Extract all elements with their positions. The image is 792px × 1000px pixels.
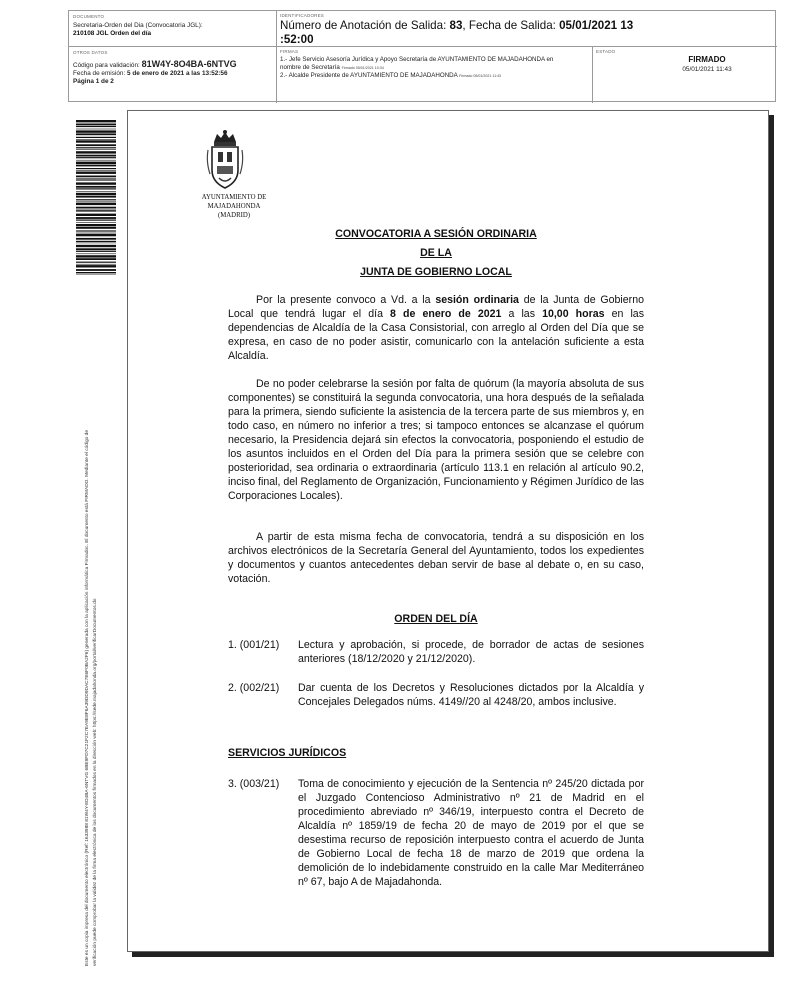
anotacion-mid: , Fecha de Salida: <box>462 19 560 32</box>
agenda-item <box>228 638 644 666</box>
codigo-label: Código para validación: <box>73 62 142 69</box>
firmas-label: FIRMAS <box>280 49 299 54</box>
title-line2: DE LA <box>420 247 452 259</box>
firma-1-sign: Firmado 05/01/2021 10:34 <box>341 66 384 70</box>
estado-label: ESTADO <box>596 49 616 54</box>
municipality-line1: AYUNTAMIENTO DE <box>201 194 267 201</box>
emision-label: Fecha de emisión: <box>73 70 127 77</box>
paragraph-quorum: De no poder celebrarse la sesión por falta de quórum (la mayoría absoluta de sus componentes) se constituirá la segunda convocatoria, una hora después de la señalada para la primera, siendo suficiente la asistencia de la tercera parte de sus miembros y, en todo caso, en número no inferior a tres; si tampoco entonces se alcanzase el quórum necesario, la Presidencia dejará sin efectos la convocatoria, posponiendo el estudio de los asuntos incluidos en el Orden del Día para la primera sesión que se celebre con posterioridad, sea ordinaria o extraordinaria (artículo 113.1 en relación al artículo 90.2, inciso final, del Reglamento de Organización, Funcionamiento y Régimen Jurídico de las Corporaciones Locales). <box>228 378 644 502</box>
servicios-juridicos-title: SERVICIOS JURÍDICOS <box>228 747 347 759</box>
documento-line2: 210108 JGL Orden del día <box>73 30 152 37</box>
firma-1-b: nombre de Secretaría <box>280 64 340 71</box>
title-line3: JUNTA DE GOBIERNO LOCAL <box>360 266 512 278</box>
municipality-line2: MAJADAHONDA <box>207 202 261 210</box>
page-shadow-bottom <box>132 952 774 957</box>
documento-cell <box>69 11 277 47</box>
p1-b1: sesión ordinaria <box>435 294 519 306</box>
anotacion-number: 83 <box>449 19 463 32</box>
page-shadow-right <box>769 115 774 957</box>
documento-label: DOCUMENTO <box>73 14 105 19</box>
otros-datos-cell <box>69 47 277 103</box>
agenda-item-number: 3. (003/21) <box>228 778 280 790</box>
firmas-cell <box>277 47 593 103</box>
firma-2 <box>280 72 589 80</box>
fecha-emision <box>73 70 272 78</box>
agenda-item-text: Lectura y aprobación, si procede, de borrador de actas de sesiones anteriores (18/12/2020 y 21/12/2020). <box>298 639 644 665</box>
paragraph-convocatoria <box>228 293 644 363</box>
anotacion-date: 05/01/2021 13 <box>559 19 634 32</box>
side-text-line1: Este es un copia impresa del documento electrónico (Ref: 1633988 81W4Y-8O4BA-6NTVG 6BE9FD7C21F2C7EA9E8F6A39DD9DAC7E6F0BA2F6) generada con la aplicación informática Firmadoc. El documento está FIRMADO. Mediante el código de <box>85 429 90 966</box>
firma-1-cont <box>280 64 589 72</box>
p1-t3: a las <box>501 308 543 320</box>
pagina-value: Página 1 de 2 <box>73 78 114 85</box>
estado-date: 05/01/2021 11:43 <box>682 66 732 73</box>
firma-2-sign: Firmado 05/01/2021 11:43 <box>459 74 502 78</box>
documento-line1: Secretaria-Orden del Dia (Convocatoria JGL): <box>73 22 203 29</box>
coat-of-arms-icon <box>206 128 244 192</box>
estado-cell <box>593 47 777 103</box>
codigo-value[interactable]: 81W4Y-8O4BA-6NTVG <box>141 59 237 69</box>
title-line1: CONVOCATORIA A SESIÓN ORDINARIA <box>335 228 537 240</box>
identificadores-cell <box>277 11 777 47</box>
anotacion-salida <box>280 19 774 47</box>
verification-side-text <box>84 290 100 966</box>
p1-b2: 8 de enero de 2021 <box>390 308 502 320</box>
paragraph-disposicion: A partir de esta misma fecha de convocatoria, tendrá a su disposición en los archivos electrónicos de la Secretaría General del Ayuntamiento, todos los expedientes y documentos y cuantos antecedentes deban servir de base al debate o, en su caso, votación. <box>228 531 644 585</box>
codigo-validacion <box>73 60 272 70</box>
identificadores-label: IDENTIFICADORES <box>280 13 325 18</box>
agenda-item-number: 1. (001/21) <box>228 639 280 651</box>
anotacion-prefix: Número de Anotación de Salida: <box>280 19 450 32</box>
agenda-item <box>228 681 644 709</box>
p1-b3: 10,00 horas <box>542 308 605 320</box>
document-header-table <box>68 10 776 102</box>
agenda-item-text: Dar cuenta de los Decretos y Resoluciones dictados por la Alcaldía y Concejales Delegados núms. 4149//20 al 4248/20, ambos inclusive. <box>298 682 644 708</box>
p1-t2: de la Junta de Gobierno Local que tendrá lugar el día <box>228 294 644 320</box>
pagina-indicator <box>73 78 272 86</box>
firma-1: 1.- Jefe Servicio Asesoría Jurídica y Apoyo Secretaría de AYUNTAMIENTO DE MAJADAHONDA en <box>280 56 554 63</box>
emision-value: 5 de enero de 2021 a las 13:52:56 <box>127 70 228 77</box>
agenda-item <box>228 777 644 889</box>
barcode-image <box>76 120 116 276</box>
p1-t1: Por la presente convoco a Vd. a la <box>256 294 436 306</box>
otros-label: OTROS DATOS <box>73 50 108 55</box>
agenda-item-number: 2. (002/21) <box>228 682 280 694</box>
agenda-item-text: Toma de conocimiento y ejecución de la Sentencia nº 245/20 dictada por el Juzgado Contencioso Administrativo nº 21 de Madrid en el procedimiento abreviado nº 346/19, interpuesto contra el Decreto de Alcaldía nº 1859/19 de fecha 20 de mayo de 2019 por el que se desestima recurso de reposición interpuesto contra el acuerdo de Junta de Gobierno Local de fecha 18 de marzo de 2019 que ordena la demolición de lo indebidamente construido en la calle Mar Mediterráneo nº 67, bajo A de Majadahonda. <box>298 778 644 888</box>
side-text-line2: verificación puede comprobar la validez de la firma electrónica de los documentos firmados en la dirección web: https://sede.majadahonda.org/portal/verificarDocumentos.do <box>93 598 98 966</box>
anotacion-time: :52:00 <box>280 33 314 46</box>
firma-2-text: 2.- Alcalde Presidente de AYUNTAMIENTO DE MAJADAHONDA <box>280 72 458 79</box>
estado-value: FIRMADO <box>688 55 726 64</box>
municipality-name <box>186 194 282 220</box>
p1-t4: en las dependencias de Alcaldía de la Casa Consistorial, con arreglo al Orden del Día que se expresa, en caso de no poder asistir, comunicarlo con la antelación suficiente a esta Alcaldía. <box>228 308 644 362</box>
municipality-line3: (MADRID) <box>217 211 251 219</box>
orden-del-dia-title: ORDEN DEL DÍA <box>394 613 478 625</box>
